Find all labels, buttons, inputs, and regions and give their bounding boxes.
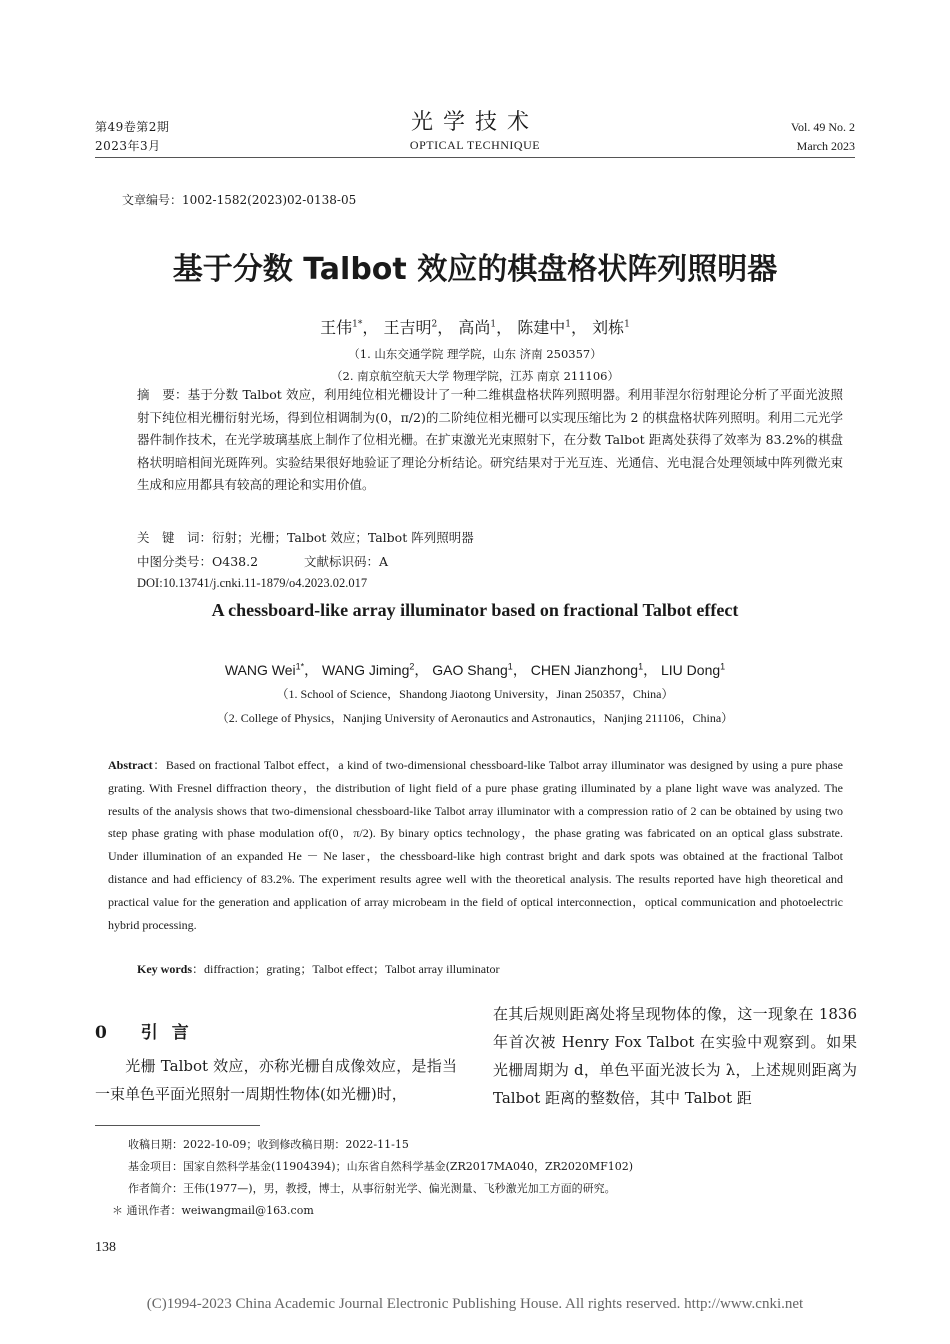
author-sup: 1	[490, 319, 497, 330]
clc-code: O438.2	[212, 554, 259, 569]
author-separator: ，	[304, 662, 319, 678]
author-sup: 2	[409, 661, 415, 672]
issue-zh: 第49卷第2期	[95, 120, 170, 134]
keywords-zh-label: 关 键 词：	[137, 530, 213, 545]
author-zh: 王吉明	[383, 318, 432, 337]
affiliation-en-1: （1. School of Science，Shandong Jiaotong University，Jinan 250357，China）	[276, 687, 674, 701]
author-sup: 1	[720, 661, 726, 672]
doi: DOI:10.13741/j.cnki.11-1879/o4.2023.02.017	[137, 576, 368, 590]
author-separator: ，	[512, 662, 527, 678]
article-number: 文章编号：1002-1582(2023)02-0138-05	[122, 193, 357, 207]
footnote-author-bio: 作者简介：王伟(1977—)，男，教授，博士，从事衍射光学、偏光测量、飞秒激光加工方面的研究。	[128, 1182, 616, 1195]
section-title: 引言	[140, 1023, 203, 1043]
title-zh: 基于分数 Talbot 效应的棋盘格状阵列照明器	[172, 252, 778, 287]
author-en: LIU Dong	[661, 662, 721, 678]
section-number: 0	[95, 1023, 121, 1043]
issue-info-en	[791, 118, 855, 156]
author-en: GAO Shang	[432, 662, 508, 678]
header-divider	[95, 157, 855, 158]
author-separator: ，	[643, 662, 658, 678]
page-number: 138	[95, 1240, 116, 1255]
authors-zh	[0, 315, 950, 338]
authors-en	[0, 660, 950, 680]
copyright-notice: (C)1994-2023 China Academic Journal Electronic Publishing House. All rights reserved. http://www.cnki.net	[146, 1296, 804, 1312]
author-separator: ，	[362, 318, 379, 337]
author-zh: 王伟	[320, 318, 353, 337]
author-sup: 1	[638, 661, 644, 672]
author-zh: 高尚	[458, 318, 491, 337]
author-sup: 1	[624, 319, 630, 330]
date-zh: 2023年3月	[95, 139, 161, 153]
footnote-received: 收稿日期：2022-10-09；收到修改稿日期：2022-11-15	[128, 1138, 409, 1151]
affiliation-en-2: （2. College of Physics，Nanjing University of Aeronautics and Astronautics，Nanjing 211106，China）	[216, 711, 734, 725]
author-en: CHEN Jianzhong	[530, 662, 639, 678]
body-column-left	[95, 1052, 457, 1108]
keywords-en-label: Key words	[137, 962, 192, 976]
author-zh: 陈建中	[517, 318, 566, 337]
keywords-en-text: ：diffraction；grating；Talbot effect；Talbot array illuminator	[192, 962, 500, 976]
author-separator: ，	[437, 318, 454, 337]
author-separator: ，	[496, 318, 513, 337]
clc-label: 中图分类号：	[137, 554, 213, 569]
keywords-zh-text: 衍射；光栅；Talbot 效应；Talbot 阵列照明器	[212, 530, 474, 545]
author-separator: ，	[570, 318, 587, 337]
affiliation-zh-2: （2. 南京航空航天大学 物理学院，江苏 南京 211106）	[331, 369, 619, 383]
author-sup: 2	[431, 319, 438, 330]
journal-name-zh: 光学技术	[410, 110, 539, 135]
author-separator: ，	[414, 662, 429, 678]
abstract-zh-label: 摘 要：	[137, 387, 188, 402]
body-right-text: 在其后规则距离处将呈现物体的像，这一现象在 1836 年首次被 Henry Fox Talbot 在实验中观察到。如果光栅周期为 d，单色平面光波长为 λ，上述规则距离为 Talbot 距离的整数倍，其中 Talbot 距	[493, 1005, 857, 1107]
author-en: WANG Wei	[224, 662, 296, 678]
abstract-en-label: Abstract	[108, 758, 153, 772]
abstract-zh-text: 基于分数 Talbot 效应，利用纯位相光栅设计了一种二维棋盘格状阵列照明器。利用菲涅尔衍射理论分析了平面光波照射下纯位相光栅衍射光场，得到位相调制为(0，π/2)的二阶纯位相光栅可以实现压缩比为 2 的棋盘格状阵列照明。利用二元光学器件制作技术，在光学玻璃基底上制作了位相光栅。在扩束激光光束照射下，在分数 Talbot 距离处获得了效率为 83.2%的棋盘格状明暗相间光斑阵列。实验结果很好地验证了理论分析结论。研究结果对于光互连、光通信、光电混合处理领域中阵列微光束生成和应用都具有较高的理论和实用价值。	[137, 387, 843, 492]
keywords-en	[137, 960, 499, 977]
issue-en: Vol. 49 No. 2	[790, 120, 855, 134]
footnote-corresponding: ＊ 通讯作者：weiwangmail@163.com	[112, 1204, 314, 1217]
doc-code: A	[379, 554, 389, 569]
classification	[137, 552, 388, 570]
section-heading	[95, 1018, 203, 1043]
abstract-en-text: ：Based on fractional Talbot effect，a kind of two-dimensional chessboard-like Talbot array illuminator was designed by using a pure phase grating. With Fresnel diffraction theory，the distribution of light field of a pure phase grating illuminated by a plane light wave was analyzed. The results of the analysis shows that two-dimensional chessboard-like Talbot array illuminator with a compression ratio of 2 can be obtained by using two step phase grating with phase modulation of(0，π/2). By binary optics technology，the phase grating was fabricated on an optical glass substrate. Under illumination of an expanded He － Ne laser，the chessboard-like high contrast bright and dark spots was obtained at the fractional Talbot distance and had efficiency of 83.2%. The experiment results agree well with the theoretical analysis. The results reported have high theoretical and practical value for the generation and application of array microbeam in the field of optical interconnection，optical communication and photoelectric hybrid processing.	[108, 758, 843, 932]
author-sup: 1	[565, 319, 571, 330]
author-en: WANG Jiming	[322, 662, 410, 678]
author-zh: 刘栋	[592, 318, 625, 337]
abstract-en	[108, 754, 843, 936]
journal-name-en: OPTICAL TECHNIQUE	[409, 138, 541, 152]
footnote-divider	[95, 1125, 260, 1126]
author-sup: 1*	[352, 319, 363, 330]
date-en: March 2023	[796, 139, 855, 153]
author-sup: 1*	[295, 661, 305, 672]
title-en: A chessboard-like array illuminator based on fractional Talbot effect	[211, 600, 739, 620]
footnote-funding: 基金项目：国家自然科学基金(11904394)；山东省自然科学基金(ZR2017MA040，ZR2020MF102)	[128, 1160, 634, 1173]
keywords-zh	[137, 528, 474, 546]
abstract-zh	[137, 384, 843, 497]
body-column-right	[493, 1000, 857, 1112]
author-sup: 1	[507, 661, 513, 672]
doc-code-label: 文献标识码：	[304, 554, 380, 569]
affiliation-zh-1: （1. 山东交通学院 理学院，山东 济南 250357）	[348, 347, 602, 361]
body-left-text: 光栅 Talbot 效应，亦称光栅自成像效应，是指当一束单色平面光照射一周期性物体(如光栅)时，	[95, 1057, 457, 1103]
